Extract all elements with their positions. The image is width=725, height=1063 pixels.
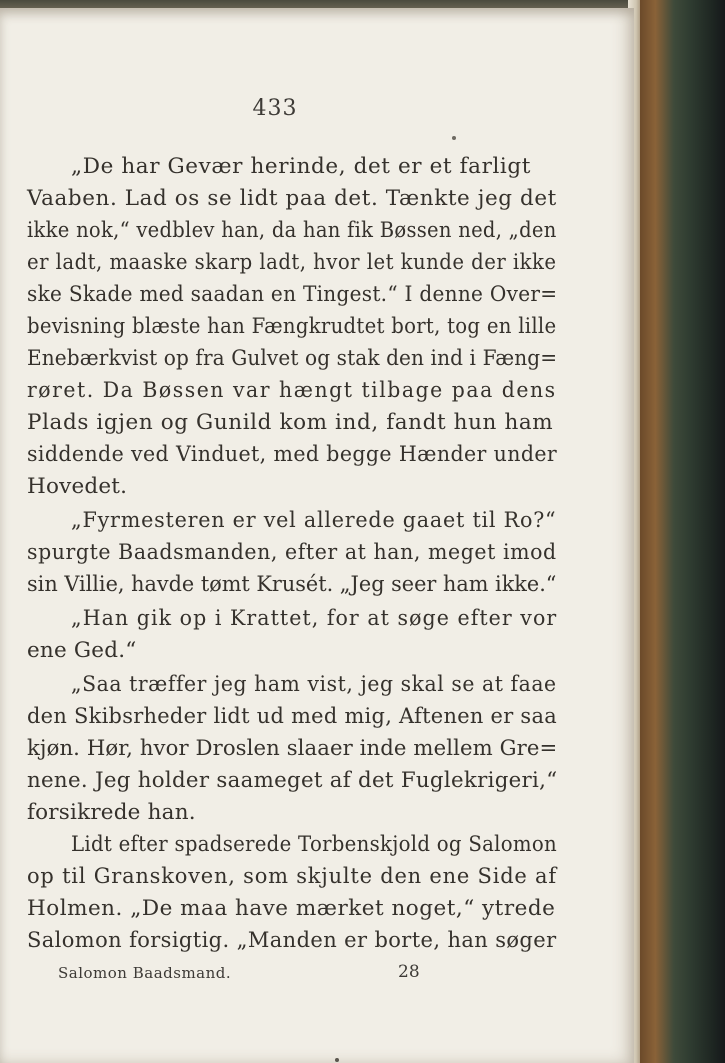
text-line: Enebærkvist op fra Gulvet og stak den ind i Fæng= [27,346,558,371]
ink-speck [335,1058,339,1062]
text-line: „Fyrmesteren er vel allerede gaaet til Ro?“ [71,508,557,533]
text-line: „Han gik op i Krattet, for at søge efter vor [71,606,558,631]
text-line: „Saa træffer jeg ham vist, jeg skal se at faae [71,672,557,697]
text-line: Vaaben. Lad os se lidt paa det. Tænkte jeg det [27,186,557,211]
page-number: 433 [252,96,298,121]
text-line: ikke nok,“ vedblev han, da han fik Bøssen ned, „den [27,218,557,243]
text-line: ske Skade med saadan en Tingest.“ I denne Over= [27,282,558,307]
book-spine [640,0,725,1063]
ink-speck [452,136,456,140]
text-line: „De har Gevær herinde, det er et farligt [71,154,532,179]
text-line: Holmen. „De maa have mærket noget,“ ytrede [27,896,556,921]
text-line: op til Granskoven, som skjulte den ene Side af [27,864,557,889]
text-line: bevisning blæste han Fængkrudtet bort, tog en lille [27,314,557,339]
book-page [0,8,634,1063]
text-line: spurgte Baadsmanden, efter at han, meget imod [27,540,557,565]
text-line: siddende ved Vinduet, med begge Hænder under [27,442,558,467]
text-line: ene Ged.“ [27,638,137,663]
footer-sheet-number: 28 [398,962,420,982]
text-line: Salomon forsigtig. „Manden er borte, han søger [27,928,557,953]
text-line: er ladt, maaske skarp ladt, hvor let kunde der ikke [27,250,557,275]
text-line: røret. Da Bøssen var hængt tilbage paa dens [27,378,557,403]
text-line: forsikrede han. [27,800,196,825]
text-line: nene. Jeg holder saameget af det Fuglekrigeri,“ [27,768,558,793]
footer-signature: Salomon Baadsmand. [58,964,232,982]
text-line: kjøn. Hør, hvor Droslen slaaer inde mellem Gre= [27,736,558,761]
text-line: sin Villie, havde tømt Krusét. „Jeg seer ham ikke.“ [27,572,557,597]
text-line: Hovedet. [27,474,128,499]
text-line: den Skibsrheder lidt ud med mig, Aftenen er saa [27,704,557,729]
text-line: Plads igjen og Gunild kom ind, fandt hun ham [27,410,554,435]
text-line: Lidt efter spadserede Torbenskjold og Salomon [71,832,557,857]
